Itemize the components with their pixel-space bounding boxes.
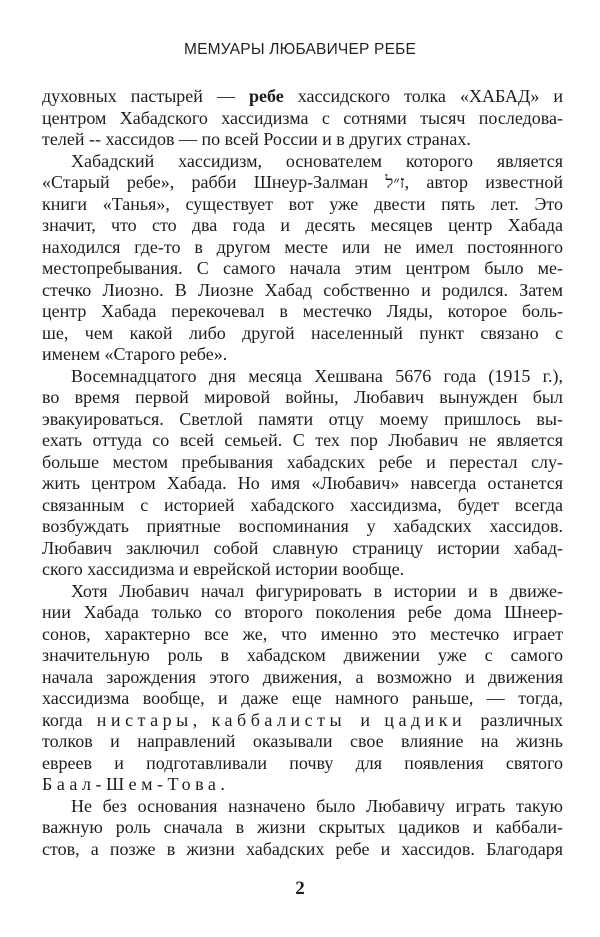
text-line <box>42 280 563 302</box>
text-line <box>42 839 563 861</box>
text-line <box>42 774 563 796</box>
text-segment: , <box>192 709 212 730</box>
text-segment: связанным с историей хабадского хассидизма, будет всегда <box>42 494 563 515</box>
text-segment: начала зарождения этого движения, а возможно и движения <box>42 666 563 687</box>
text-segment: телей -- хассидов — по всей России и в других странах. <box>42 129 471 149</box>
page-number: 2 <box>295 878 305 899</box>
text-segment: Хотя Любавич начал фигурировать в истории и в движе- <box>71 580 563 601</box>
text-segment: ского хассидизма и еврейской истории вообще. <box>42 559 405 579</box>
text-line <box>42 645 563 667</box>
text-line <box>42 86 563 108</box>
text-segment: ше, чем какой либо другой населенный пункт связано с <box>42 322 563 343</box>
text-line <box>42 344 563 366</box>
text-segment: значительную роль в хабадском движении уже с самого <box>42 645 563 665</box>
spaced-text: каббалисты <box>211 709 347 730</box>
text-line <box>42 731 563 753</box>
text-line <box>42 559 563 581</box>
text-segment: , автор известной <box>404 172 563 192</box>
text-segment: центр Хабада перекочевал в местечко Ляды, которое боль- <box>42 301 563 321</box>
text-line <box>42 516 563 538</box>
text-segment: различных <box>466 709 563 730</box>
text-segment: евреев и подготавливали почву для появления святого <box>42 752 563 773</box>
text-segment: стечко Лиозно. В Лиозне Хабад собственно и родился. Затем <box>42 279 563 300</box>
text-segment: толков и направлений оказывали свое влияние на жизнь <box>42 731 563 751</box>
body-text <box>42 86 563 860</box>
text-line <box>42 667 563 689</box>
text-segment: духовных пастырей — <box>42 86 249 106</box>
text-line <box>42 301 563 323</box>
text-segment: «Старый ребе», рабби Шнеур-Залман <box>42 172 386 192</box>
text-line <box>42 258 563 280</box>
paragraph-first-line <box>42 366 563 388</box>
text-segment: жить центром Хабада. Но имя «Любавич» навсегда останется <box>42 473 563 493</box>
text-line <box>42 409 563 431</box>
text-segment: стов, а позже в жизни хабадских ребе и хассидов. Благодаря <box>42 838 563 859</box>
paragraph-first-line <box>42 796 563 818</box>
text-segment: возбуждать приятные воспоминания у хабадских хассидов. <box>42 516 563 536</box>
text-line <box>42 108 563 130</box>
text-line <box>42 538 563 560</box>
text-segment: Не без основания назначено было Любавичу играть такую <box>71 795 563 816</box>
text-segment: местопребывания. С самого начала этим центром было ме- <box>42 258 563 278</box>
text-segment: Хабадский хассидизм, основателем которого является <box>71 150 563 171</box>
text-line <box>42 215 563 237</box>
running-header: МЕМУАРЫ ЛЮБАВИЧЕР РЕБЕ <box>183 41 417 58</box>
text-segment: именем «Старого ребе». <box>42 344 228 364</box>
text-line <box>42 710 563 732</box>
text-line <box>42 387 563 409</box>
text-line <box>42 194 563 216</box>
spaced-text: цадики <box>384 709 467 730</box>
text-segment: нии Хабада только со второго поколения ребе дома Шнеер- <box>42 602 563 622</box>
text-segment: хассидизма вообще, и даже еще намного раньше, — тогда, <box>42 688 563 708</box>
text-segment: Восемнадцатого дня месяца Хешвана 5676 года (1915 г.), <box>71 365 563 386</box>
text-segment: значит, что сто два года и десять месяцев центр Хабада <box>42 215 563 235</box>
text-line <box>42 172 563 194</box>
text-line <box>42 688 563 710</box>
text-segment: . <box>220 774 225 794</box>
text-line <box>42 602 563 624</box>
bold-text: ребе <box>248 86 284 106</box>
spaced-text: Баал-Шем-Това <box>42 774 221 794</box>
text-segment: и <box>346 709 385 730</box>
text-line <box>42 430 563 452</box>
text-segment: сонов, характерно все же, что именно это местечко играет <box>42 623 563 644</box>
text-segment: когда <box>42 709 97 730</box>
spaced-text: нистары <box>96 709 193 730</box>
text-segment: находился где-то в другом месте или не имел постоянного <box>42 236 563 257</box>
text-segment: Любавич заключил собой славную страницу истории хабад- <box>42 537 563 558</box>
text-segment: хассидского толка «ХАБАД» и <box>283 86 563 106</box>
text-line <box>42 817 563 839</box>
text-line <box>42 129 563 151</box>
text-segment: книги «Танья», существует вот уже двести пять лет. Это <box>42 193 563 214</box>
text-segment: ехать оттуда со всей семьей. С тех пор Любавич не является <box>42 430 563 450</box>
text-segment: эвакуироваться. Светлой памяти отцу моему пришлось вы- <box>42 408 563 429</box>
hebrew-abbreviation: ז״ל <box>385 173 405 193</box>
text-line <box>42 624 563 646</box>
paragraph-first-line <box>42 151 563 173</box>
text-line <box>42 495 563 517</box>
text-segment: больше местом пребывания хабадских ребе и перестал слу- <box>42 451 563 472</box>
text-line <box>42 237 563 259</box>
text-line <box>42 452 563 474</box>
text-segment: центром Хабадского хассидизма с сотнями тысяч последова- <box>42 107 563 128</box>
text-segment: важную роль сначала в жизни скрытых цадиков и каббали- <box>42 817 563 837</box>
text-line <box>42 323 563 345</box>
paragraph-first-line <box>42 581 563 603</box>
text-line <box>42 473 563 495</box>
text-line <box>42 753 563 775</box>
text-segment: во время первой мировой войны, Любавич вынужден был <box>42 387 563 407</box>
